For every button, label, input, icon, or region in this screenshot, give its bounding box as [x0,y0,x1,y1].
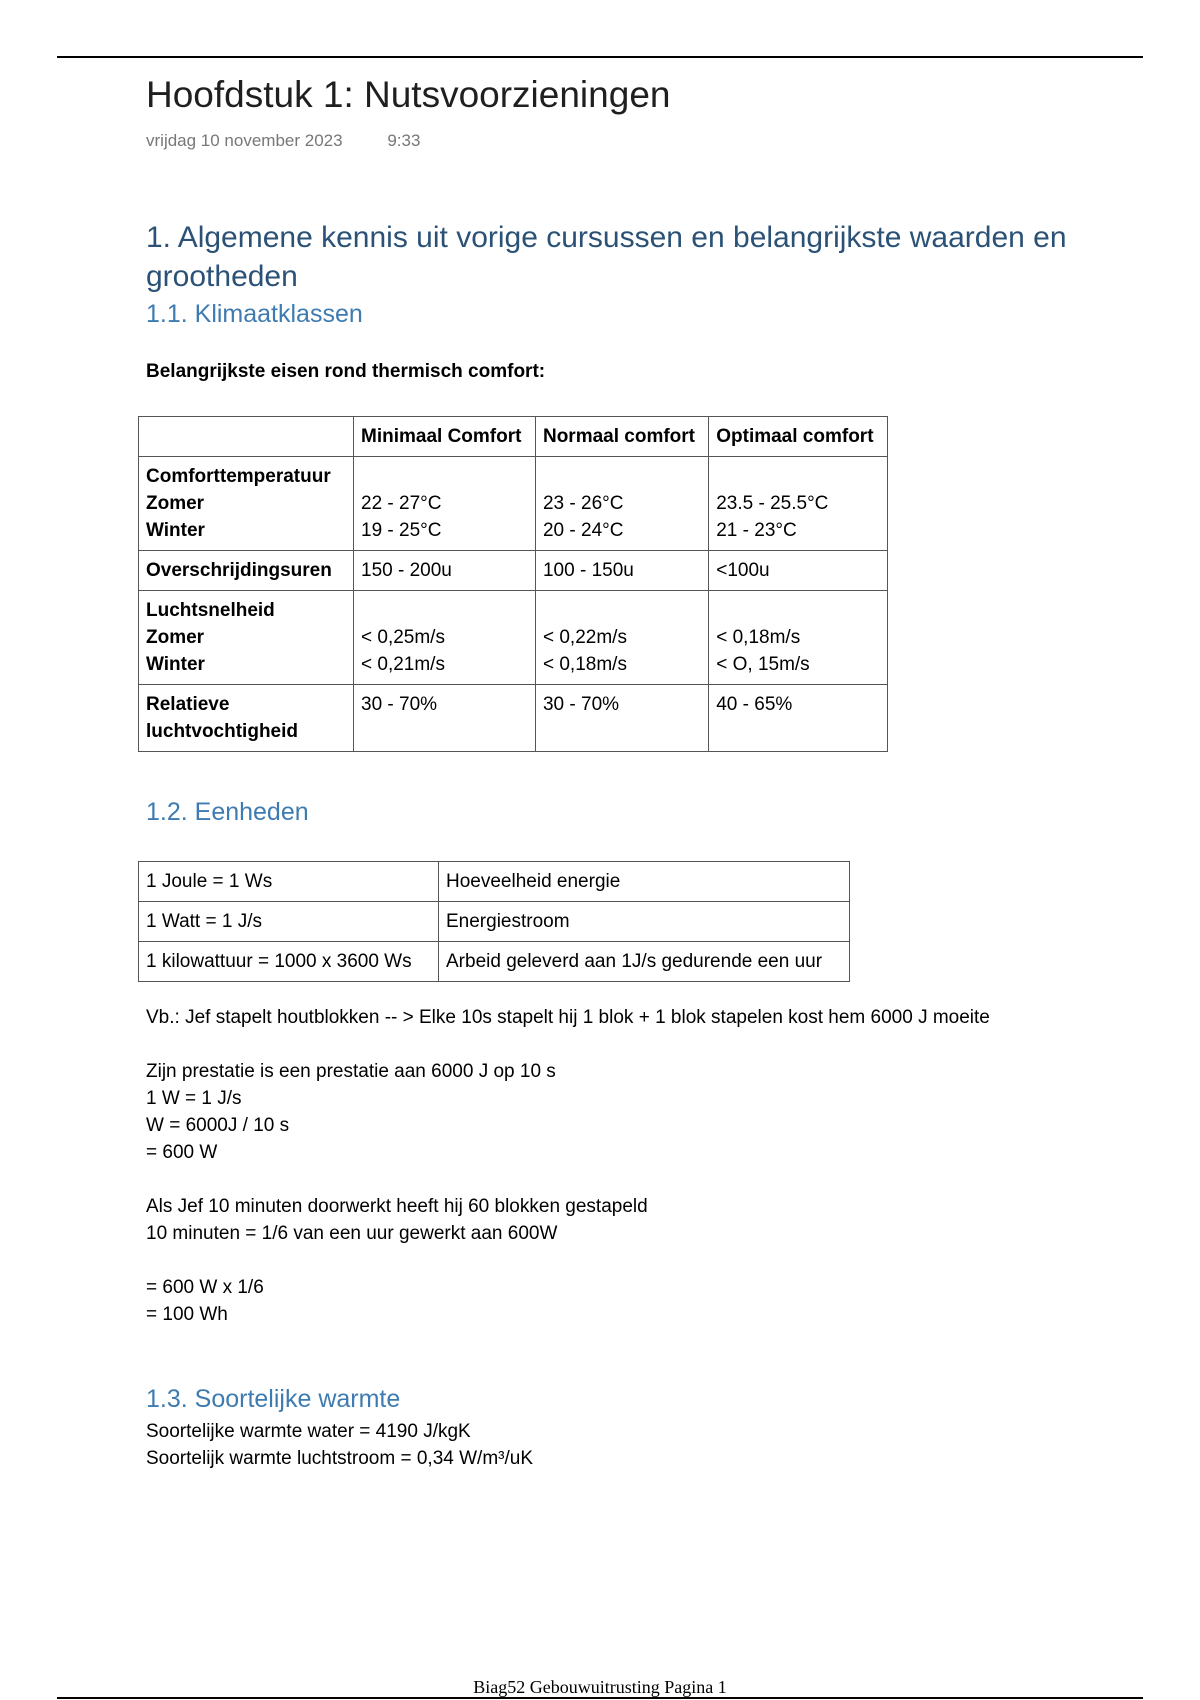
table-cell [354,591,536,685]
table-header-normal: Normaal comfort [535,417,708,457]
row-label-luchtvochtigheid [139,685,354,752]
page-date [146,131,420,151]
example-line: Als Jef 10 minuten doorwerkt heeft hij 60 blokken gestapeld [146,1196,648,1217]
row-label-line: luchtvochtigheid [146,721,298,742]
unit-description: Energiestroom [439,902,850,942]
example-text [146,1004,990,1328]
page-footer: Biag52 Gebouwuitrusting Pagina 1 [473,1677,727,1697]
row-label-line: Relatieve [146,694,230,715]
example-line: W = 6000J / 10 s [146,1115,290,1136]
cell-line: < 0,21m/s [361,654,445,675]
table-row [139,591,888,685]
units-table [138,861,850,982]
table-cell [709,551,888,591]
table-cell [535,685,708,752]
example-line: 1 W = 1 J/s [146,1088,242,1109]
time-text: 9:33 [387,131,421,150]
section-1-3-heading: 1.3. Soortelijke warmte [146,1385,401,1413]
table-cell [709,591,888,685]
specific-heat-line: Soortelijk warmte luchtstroom = 0,34 W/m³/uK [146,1448,533,1469]
cell-line: < 0,25m/s [361,627,445,648]
row-label-line: Comforttemperatuur [146,466,331,487]
example-line: = 100 Wh [146,1304,228,1325]
cell-line: < 0,22m/s [542,627,627,648]
table-row [139,457,888,551]
row-label-line: Overschrijdingsuren [146,560,332,581]
cell-line: 30 - 70% [361,694,438,715]
table-cell [535,551,708,591]
unit-definition: 1 Joule = 1 Ws [139,862,439,902]
table-row [139,685,888,752]
unit-description: Arbeid geleverd aan 1J/s gedurende een uur [439,942,850,982]
specific-heat-text [146,1418,533,1472]
table-cell [354,457,536,551]
row-label-temperature [139,457,354,551]
example-line: = 600 W x 1/6 [146,1277,264,1298]
table-header-row [139,417,888,457]
specific-heat-line: Soortelijke warmte water = 4190 J/kgK [146,1421,471,1442]
row-label-luchtsnelheid [139,591,354,685]
date-text: vrijdag 10 november 2023 [146,131,343,150]
table-cell [535,591,708,685]
cell-line: < 0,18m/s [716,627,801,648]
table-row [139,551,888,591]
table-cell [354,551,536,591]
example-line: Zijn prestatie is een prestatie aan 6000 J op 10 s [146,1061,556,1082]
section-1-2-heading: 1.2. Eenheden [146,798,309,826]
example-line: 10 minuten = 1/6 van een uur gewerkt aan 600W [146,1223,558,1244]
row-label-line: Zomer [146,493,205,514]
table-header-empty [139,417,354,457]
example-line: Vb.: Jef stapelt houtblokken -- > Elke 10s stapelt hij 1 blok + 1 blok stapelen kost hem 6000 J moeite [146,1007,990,1028]
row-label-line: Luchtsnelheid [146,600,275,621]
row-label-line: Winter [146,520,205,541]
cell-line: 22 - 27°C [361,493,442,514]
unit-definition: 1 Watt = 1 J/s [139,902,439,942]
section-1-heading: 1. Algemene kennis uit vorige cursussen en belangrijkste waarden en grootheden [146,221,1067,293]
top-rule [57,56,1143,58]
unit-definition: 1 kilowattuur = 1000 x 3600 Ws [139,942,439,982]
unit-description: Hoeveelheid energie [439,862,850,902]
cell-line: < 0,18m/s [542,654,627,675]
table-row [139,902,850,942]
section-1-1-heading: 1.1. Klimaatklassen [146,300,363,328]
cell-line: 21 - 23°C [716,520,797,541]
cell-line: 150 - 200u [361,560,452,581]
cell-line: <100u [716,560,770,581]
row-label-line: Zomer [146,627,205,648]
cell-line: 100 - 150u [542,560,634,581]
table-cell [535,457,708,551]
cell-line: 23 - 26°C [542,493,624,514]
table-cell [709,685,888,752]
cell-line: 20 - 24°C [542,520,624,541]
table-header-minimal: Minimaal Comfort [354,417,536,457]
cell-line: < O, 15m/s [716,654,810,675]
cell-line: 40 - 65% [716,694,793,715]
table-row [139,862,850,902]
table-cell [354,685,536,752]
page-title: Hoofdstuk 1: Nutsvoorzieningen [146,74,671,115]
table-cell [709,457,888,551]
comfort-intro: Belangrijkste eisen rond thermisch comfort: [146,361,546,382]
row-label-line: Winter [146,654,205,675]
example-line: = 600 W [146,1142,218,1163]
table-row [139,942,850,982]
cell-line: 19 - 25°C [361,520,442,541]
cell-line: 23.5 - 25.5°C [716,493,829,514]
comfort-table [138,416,888,752]
table-header-optimal: Optimaal comfort [709,417,888,457]
cell-line: 30 - 70% [542,694,620,715]
row-label-overschrijding [139,551,354,591]
